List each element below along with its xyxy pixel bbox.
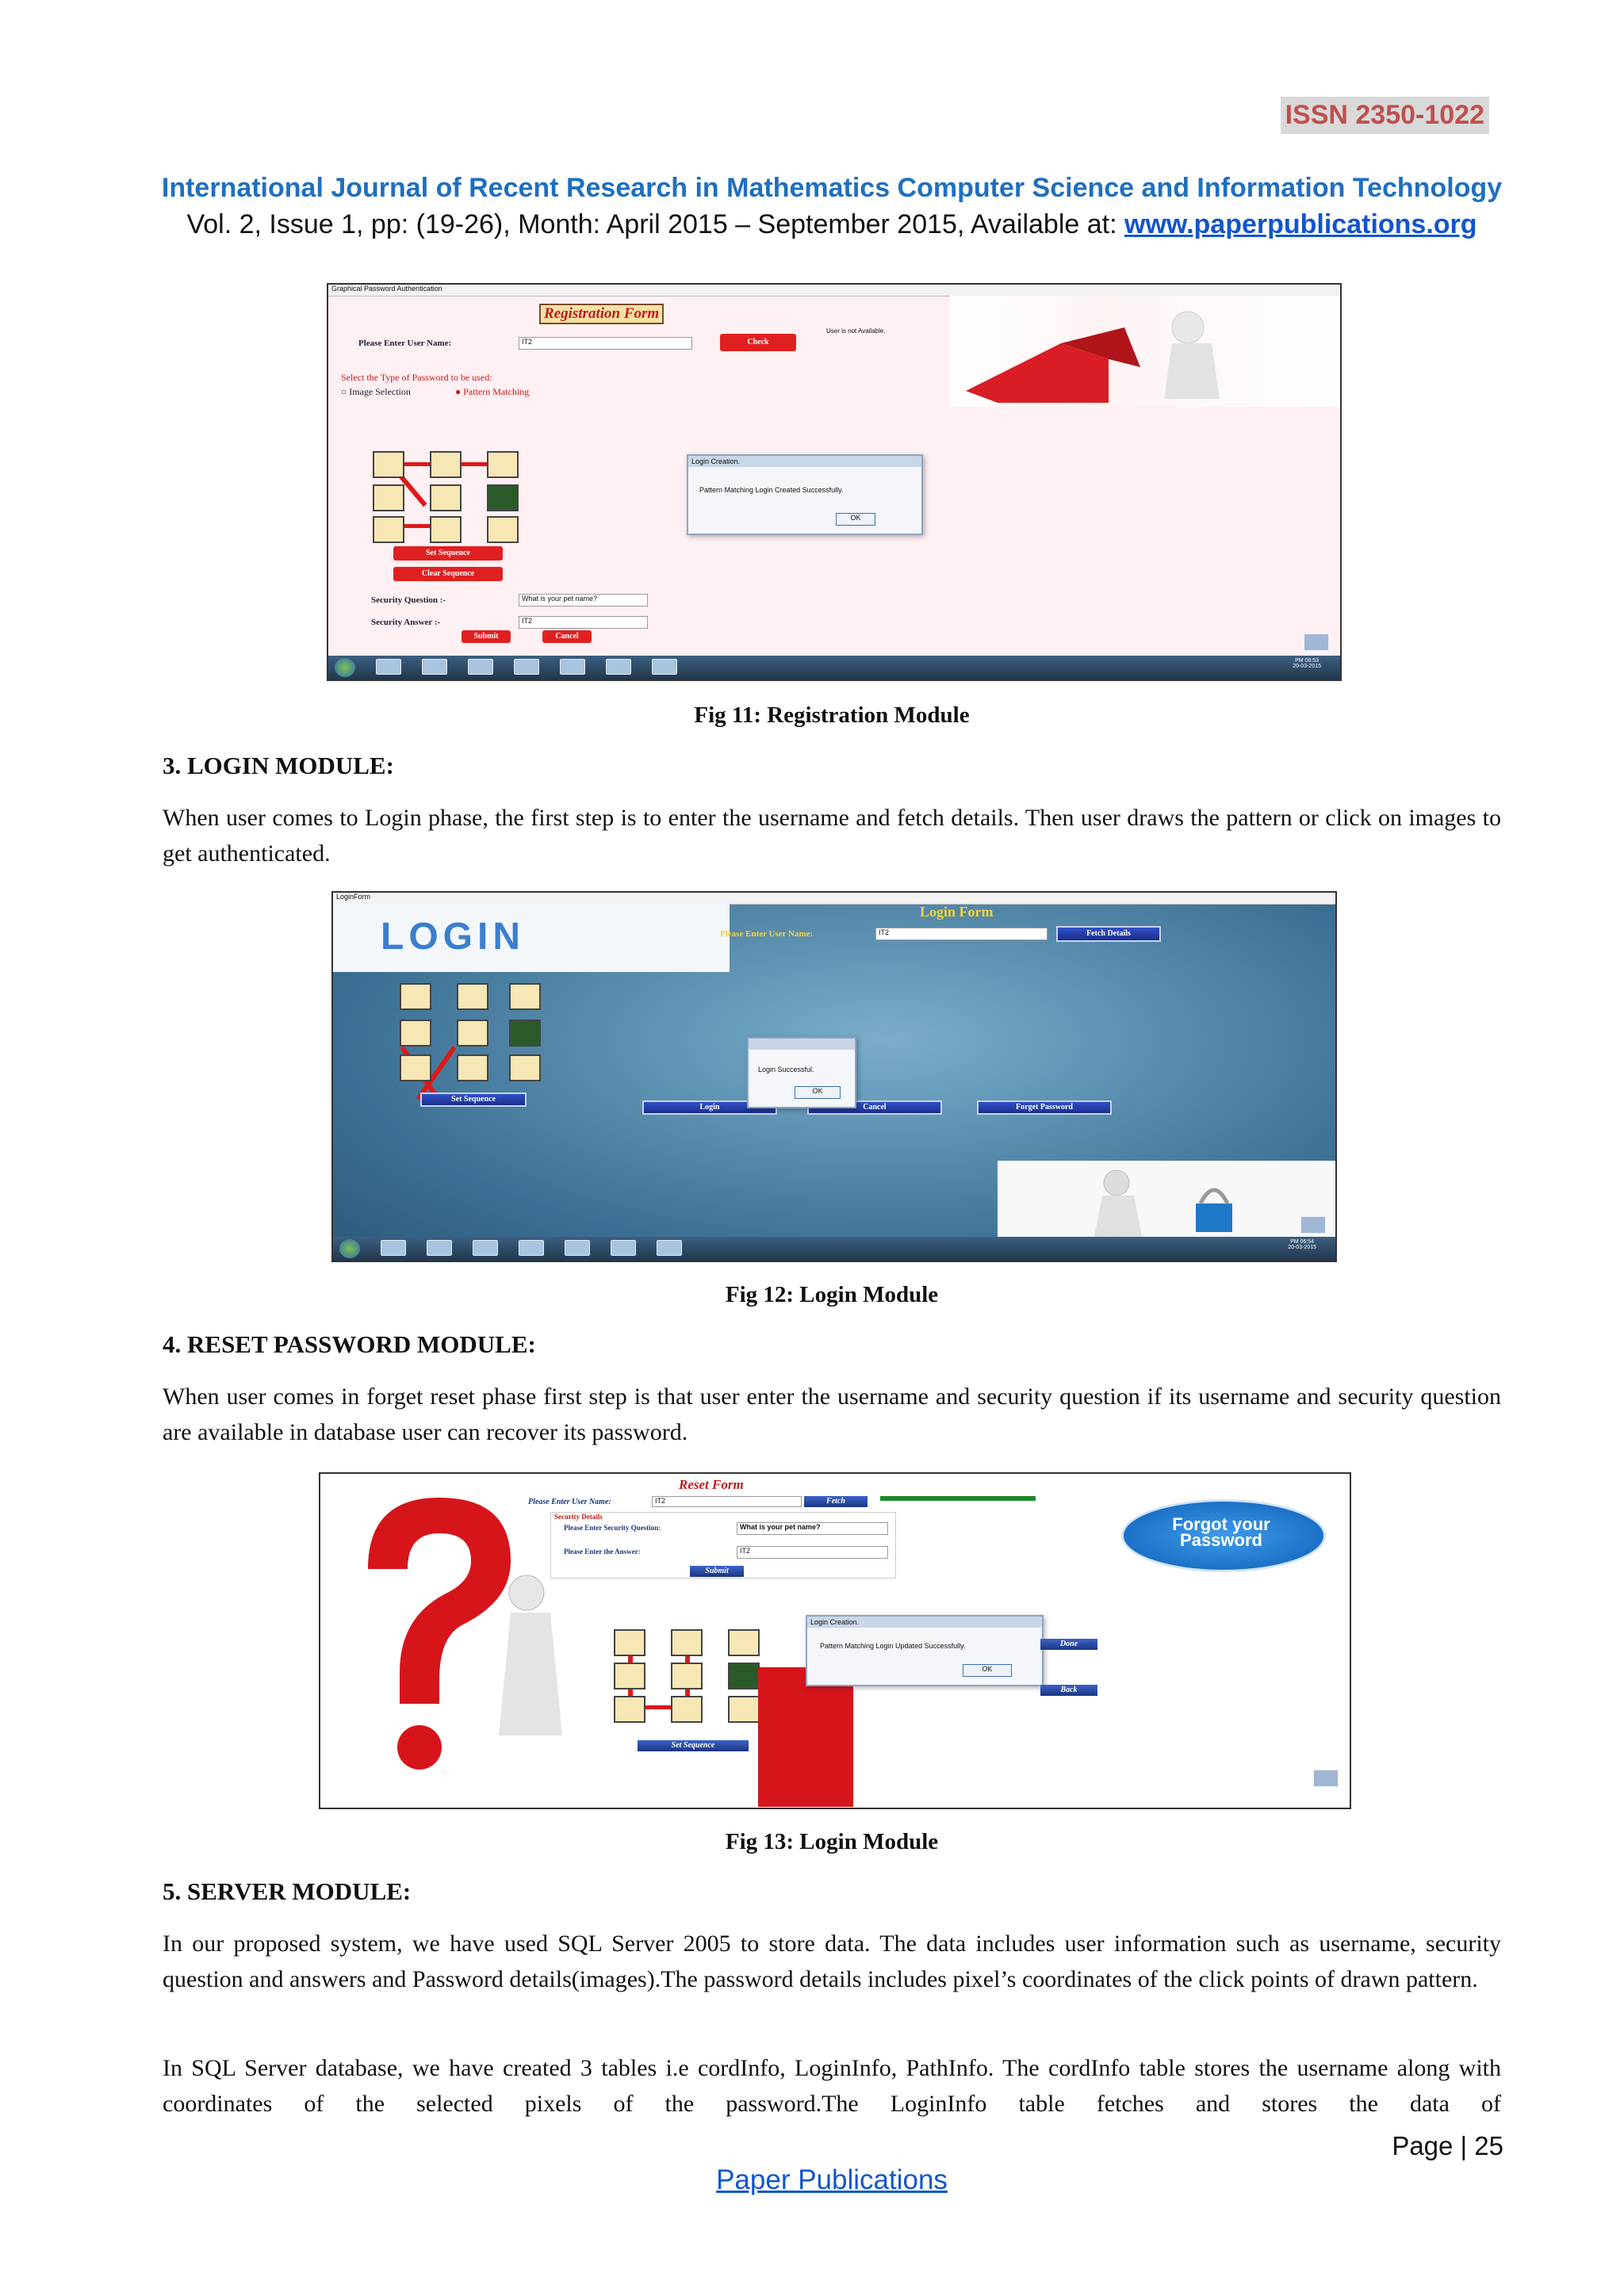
security-question-select[interactable]: What is your pet name? [737,1522,888,1535]
clock-date: 20-03-2015 [1293,664,1321,669]
journal-title: International Journal of Recent Research in Mathematics Computer Science and Information Technology [161,173,1503,203]
para-line: click on images to get authenticated. [163,805,1501,867]
security-question-label: Please Enter Security Question: [564,1524,661,1532]
pattern-cell[interactable] [487,451,519,478]
pattern-cell[interactable] [671,1629,703,1656]
start-button-icon[interactable] [335,658,355,677]
taskbar-app-icon[interactable] [473,1240,498,1256]
security-answer-input[interactable]: IT2 [737,1546,888,1559]
dialog-message: Pattern Matching Login Updated Successfully. [820,1642,966,1650]
taskbar-clock [1288,1239,1316,1250]
dialog-title: Login Creation. [688,456,921,467]
set-sequence-button[interactable]: Set Sequence [420,1093,527,1107]
username-label: Please Enter User Name: [720,929,814,939]
set-sequence-button[interactable]: Set Sequence [393,546,503,561]
dialog-ok-button[interactable]: OK [963,1664,1012,1677]
para-line: When user comes in forget reset phase first step is that user enter the username and security question if its username and [163,1383,1331,1410]
para-line: When user comes to Login phase, the first step is to enter the username and fetch details. Then user draws the pattern or [163,805,1319,831]
taskbar-app-icon[interactable] [422,659,447,675]
cancel-button[interactable]: Cancel [807,1100,942,1115]
person-with-key-illustration [998,1161,1335,1237]
radio-image-label: Image Selection [349,386,411,397]
forgot-password-badge [1113,1488,1332,1583]
journal-website-link[interactable]: www.paperpublications.org [1124,209,1477,239]
pattern-cell[interactable] [671,1696,703,1723]
password-type-label: Select the Type of Password to be used: [341,372,492,383]
username-label: Please Enter User Name: [528,1498,611,1506]
pattern-cell[interactable] [430,516,462,543]
login-update-dialog [806,1615,1044,1686]
tray-icon [1304,633,1329,651]
section5-paragraph-1 [163,1926,1501,1997]
cancel-button[interactable]: Cancel [542,630,592,643]
check-button[interactable]: Check [720,334,796,351]
para-line: of the click points of drawn pattern. [1137,1966,1478,1992]
figure-reset-screenshot [319,1472,1351,1809]
badge-line: Forgot your [1172,1514,1270,1534]
pattern-cell[interactable] [400,983,431,1010]
clock-date: 20-03-2015 [1288,1245,1316,1250]
forget-password-button[interactable]: Forget Password [977,1100,1112,1115]
volume-text: Vol. 2, Issue 1, pp: (19-26), Month: April 2015 – September 2015, Available at: [186,209,1124,239]
section4-paragraph [163,1379,1501,1450]
login-button[interactable]: Login [642,1100,777,1115]
security-answer-label: Please Enter the Answer: [564,1548,641,1556]
windows-taskbar [328,656,1340,679]
radio-pattern-label: Pattern Matching [463,386,530,397]
username-input[interactable]: IT2 [519,337,692,350]
windows-taskbar [333,1237,1335,1261]
radio-image-selection[interactable]: ○ Image Selection [341,386,411,397]
pattern-cell[interactable] [728,1629,760,1656]
login-creation-dialog [687,454,923,535]
fetch-details-button[interactable]: Fetch Details [1056,926,1161,942]
pattern-cell[interactable] [614,1663,645,1689]
section3-heading: 3. LOGIN MODULE: [163,752,394,779]
pattern-cell[interactable] [400,1020,431,1047]
taskbar-clock [1293,658,1321,669]
login-success-dialog [747,1037,856,1108]
username-input[interactable]: IT2 [875,928,1048,940]
set-sequence-button[interactable]: Set Sequence [638,1740,749,1751]
radio-pattern-matching[interactable]: ● Pattern Matching [455,386,530,397]
taskbar-app-icon[interactable] [611,1240,636,1256]
pattern-cell[interactable] [671,1663,703,1689]
pattern-cell[interactable] [509,1054,541,1081]
red-bag-image [758,1667,853,1807]
tray-icon [1313,1770,1339,1787]
availability-note: User is not Available. [826,327,886,335]
taskbar-app-icon[interactable] [565,1240,590,1256]
fig11-caption: Fig 11: Registration Module [694,702,970,728]
para-line: username, security question and answers and Password details(images).The password details includes pixel’s coordinates [163,1931,1501,1992]
fetch-button[interactable]: Fetch [804,1496,868,1507]
pattern-cell[interactable] [487,516,519,543]
reset-form-title: Reset Form [679,1477,744,1492]
para-line: In our proposed system, we have used SQL Server 2005 to store data. The data includes user information such as [163,1931,1310,1957]
volume-line [0,209,1624,240]
dialog-message: Pattern Matching Login Created Successfully. [699,486,844,494]
pattern-cell[interactable] [430,484,462,511]
taskbar-app-icon[interactable] [381,1240,406,1256]
para-line: username along with coordinates of the selected pixels of the password.The LoginInfo table fetches and stores the data of [163,2055,1502,2117]
badge-line: Password [1180,1530,1262,1550]
person-with-chair-illustration [950,296,1340,407]
fig13-caption: Fig 13: Login Module [725,1829,939,1854]
section5-heading: 5. SERVER MODULE: [163,1877,412,1905]
issn-label: ISSN 2350-1022 [1281,97,1489,134]
para-line: security question are available in database user can recover its password. [163,1383,1501,1445]
submit-button[interactable]: Submit [690,1566,744,1577]
back-button[interactable]: Back [1040,1685,1097,1696]
pattern-cell[interactable] [614,1696,645,1723]
submit-button[interactable]: Submit [462,630,511,643]
window-titlebar: Graphical Password Authentication [328,285,1340,297]
security-answer-label: Security Answer :- [371,618,441,627]
progress-bar [880,1496,1036,1501]
login-logo: LOGIN [381,916,525,958]
dialog-title: Login Creation. [807,1617,1042,1628]
security-question-label: Security Question :- [371,595,446,605]
tray-icon [1300,1216,1326,1234]
pattern-cell[interactable] [457,983,488,1010]
registration-form-title: Registration Form [539,304,664,324]
window-titlebar: LoginForm [333,893,1335,905]
taskbar-app-icon[interactable] [652,659,677,675]
publisher-link[interactable]: Paper Publications [716,2164,948,2195]
dialog-ok-button[interactable]: OK [795,1086,841,1099]
pattern-cell[interactable] [373,516,404,543]
figure-registration-screenshot [327,283,1342,681]
hero-image [950,296,1340,407]
badge-text [1113,1514,1329,1550]
username-input[interactable]: IT2 [652,1496,802,1507]
pattern-cell[interactable] [614,1629,645,1656]
section4-heading: 4. RESET PASSWORD MODULE: [163,1330,536,1358]
login-form-title: Login Form [920,904,994,920]
username-label: Please Enter User Name: [358,339,452,348]
dialog-message: Login Successful. [758,1066,814,1073]
pattern-cell[interactable] [430,451,462,478]
pattern-cell[interactable] [728,1663,760,1689]
clock-time: PM 06:53 [1295,658,1320,664]
figure-login-screenshot [331,891,1337,1262]
pattern-cell[interactable] [373,451,404,478]
dialog-ok-button[interactable]: OK [836,513,875,526]
pattern-cell[interactable] [487,484,519,511]
taskbar-app-icon[interactable] [427,1240,452,1256]
section5-paragraph-2 [163,2050,1501,2157]
pattern-cell[interactable] [457,1020,488,1047]
section3-paragraph [163,800,1501,871]
taskbar-app-icon[interactable] [657,1240,682,1256]
taskbar-app-icon[interactable] [560,659,585,675]
taskbar-app-icon[interactable] [606,659,631,675]
pattern-cell[interactable] [728,1696,760,1723]
security-group-label: Security Details [554,1513,603,1521]
done-button[interactable]: Done [1040,1639,1097,1650]
security-answer-input[interactable]: IT2 [519,616,648,629]
key-lock-image [998,1161,1335,1237]
login-logo-panel [333,904,730,972]
pattern-cell[interactable] [509,983,541,1010]
clear-sequence-button[interactable]: Clear Sequence [393,567,503,581]
start-button-icon[interactable] [339,1239,360,1258]
taskbar-app-icon[interactable] [514,659,539,675]
pattern-cell[interactable] [373,484,404,511]
taskbar-app-icon[interactable] [468,659,493,675]
taskbar-app-icon[interactable] [376,659,401,675]
clock-time: PM 06:54 [1290,1239,1315,1245]
dialog-titlebar [749,1039,855,1050]
page-number: Page | 25 [1392,2131,1503,2160]
pattern-cell[interactable] [400,1054,431,1081]
security-question-select[interactable]: What is your pet name? [519,594,648,607]
pattern-cell[interactable] [509,1020,541,1047]
pattern-cell[interactable] [457,1054,488,1081]
fig12-caption: Fig 12: Login Module [725,1282,939,1307]
para-line: In SQL Server database, we have created 3 tables i.e cordInfo, LoginInfo, PathInfo. The cordInfo table stores the [163,2055,1289,2081]
taskbar-app-icon[interactable] [519,1240,544,1256]
